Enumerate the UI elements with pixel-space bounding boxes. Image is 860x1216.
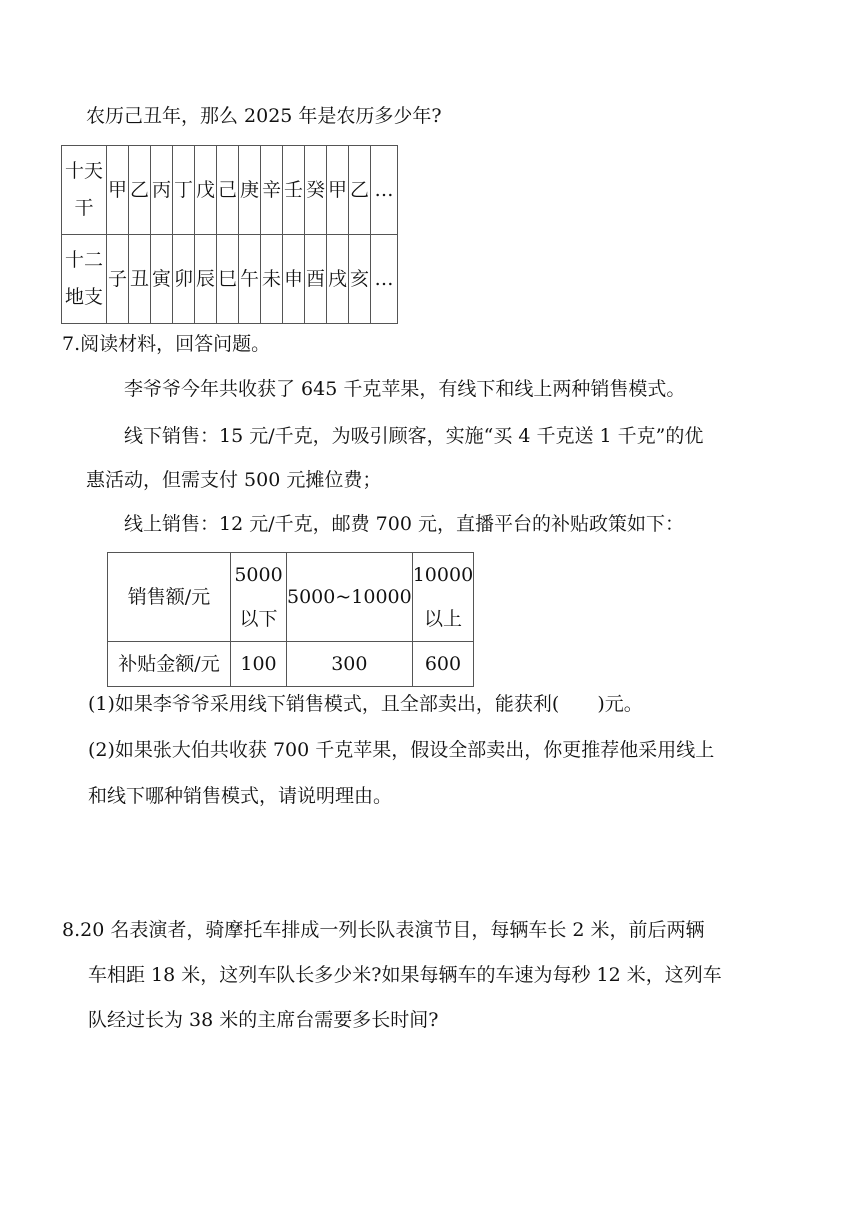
q7-paragraph-3: 线上销售：12 元/千克，邮费 700 元，直播平台的补贴政策如下： bbox=[124, 513, 684, 535]
ganzhi-cell: 乙 bbox=[349, 146, 371, 235]
ganzhi-cell: 申 bbox=[283, 235, 305, 324]
ganzhi-cell: 甲 bbox=[327, 146, 349, 235]
q8-line-2: 车相距 18 米，这列车队长多少米?如果每辆车的车速为每秒 12 米，这列车 bbox=[88, 964, 722, 986]
ganzhi-cell: 丑 bbox=[129, 235, 151, 324]
q6-tail-text: 农历己丑年，那么 2025 年是农历多少年? bbox=[86, 105, 442, 127]
q8-line-1: 8.20 名表演者，骑摩托车排成一列长队表演节目，每辆车长 2 米，前后两辆 bbox=[62, 919, 705, 941]
ganzhi-cell: 酉 bbox=[305, 235, 327, 324]
ganzhi-cell: … bbox=[371, 235, 398, 324]
subsidy-value-3: 600 bbox=[412, 642, 473, 687]
q7-paragraph-1: 李爷爷今年共收获了 645 千克苹果，有线下和线上两种销售模式。 bbox=[124, 378, 686, 400]
subsidy-table bbox=[107, 552, 474, 687]
tier-above-10000: 10000以上 bbox=[412, 553, 473, 642]
ganzhi-cell: 丙 bbox=[151, 146, 173, 235]
sales-amount-header: 销售额/元 bbox=[108, 553, 231, 642]
ganzhi-cell: 乙 bbox=[129, 146, 151, 235]
ganzhi-cell: 未 bbox=[261, 235, 283, 324]
ganzhi-cell: 戌 bbox=[327, 235, 349, 324]
q7-paragraph-2a: 线下销售：15 元/千克，为吸引顾客，实施“买 4 千克送 1 千克”的优 bbox=[124, 425, 704, 447]
ganzhi-cell: 亥 bbox=[349, 235, 371, 324]
subsidy-value-1: 100 bbox=[231, 642, 287, 687]
ganzhi-cell: 子 bbox=[107, 235, 129, 324]
ganzhi-cell: 庚 bbox=[239, 146, 261, 235]
subsidy-value-2: 300 bbox=[287, 642, 413, 687]
q7-sub-question-1: (1)如果李爷爷采用线下销售模式，且全部卖出，能获利( )元。 bbox=[88, 693, 643, 715]
q7-title: 7.阅读材料，回答问题。 bbox=[62, 333, 271, 355]
ganzhi-cell: 丁 bbox=[173, 146, 195, 235]
ganzhi-row-label: 十二地支 bbox=[62, 235, 107, 324]
ganzhi-cell: 甲 bbox=[107, 146, 129, 235]
ganzhi-cell: 戊 bbox=[195, 146, 217, 235]
ganzhi-row-branches bbox=[62, 235, 398, 324]
ganzhi-cell: 巳 bbox=[217, 235, 239, 324]
ganzhi-row-stems bbox=[62, 146, 398, 235]
ganzhi-cell: 午 bbox=[239, 235, 261, 324]
tier-5000-10000: 5000~10000 bbox=[287, 553, 413, 642]
subsidy-amount-header: 补贴金额/元 bbox=[108, 642, 231, 687]
q7-sub-question-2a: (2)如果张大伯共收获 700 千克苹果，假设全部卖出，你更推荐他采用线上 bbox=[88, 739, 715, 761]
subsidy-header-row bbox=[108, 553, 474, 642]
ganzhi-cell: 癸 bbox=[305, 146, 327, 235]
ganzhi-cell: 辰 bbox=[195, 235, 217, 324]
q8-line-3: 队经过长为 38 米的主席台需要多长时间? bbox=[88, 1009, 439, 1031]
ganzhi-cell: 己 bbox=[217, 146, 239, 235]
ganzhi-row-label: 十天干 bbox=[62, 146, 107, 235]
subsidy-value-row bbox=[108, 642, 474, 687]
q7-paragraph-2b: 惠活动，但需支付 500 元摊位费； bbox=[86, 469, 382, 491]
ganzhi-cell: 卯 bbox=[173, 235, 195, 324]
ganzhi-cell: … bbox=[371, 146, 398, 235]
q7-sub-question-2b: 和线下哪种销售模式，请说明理由。 bbox=[88, 785, 393, 807]
ganzhi-cell: 壬 bbox=[283, 146, 305, 235]
ganzhi-table bbox=[61, 145, 398, 324]
ganzhi-cell: 寅 bbox=[151, 235, 173, 324]
tier-below-5000: 5000以下 bbox=[231, 553, 287, 642]
ganzhi-cell: 辛 bbox=[261, 146, 283, 235]
